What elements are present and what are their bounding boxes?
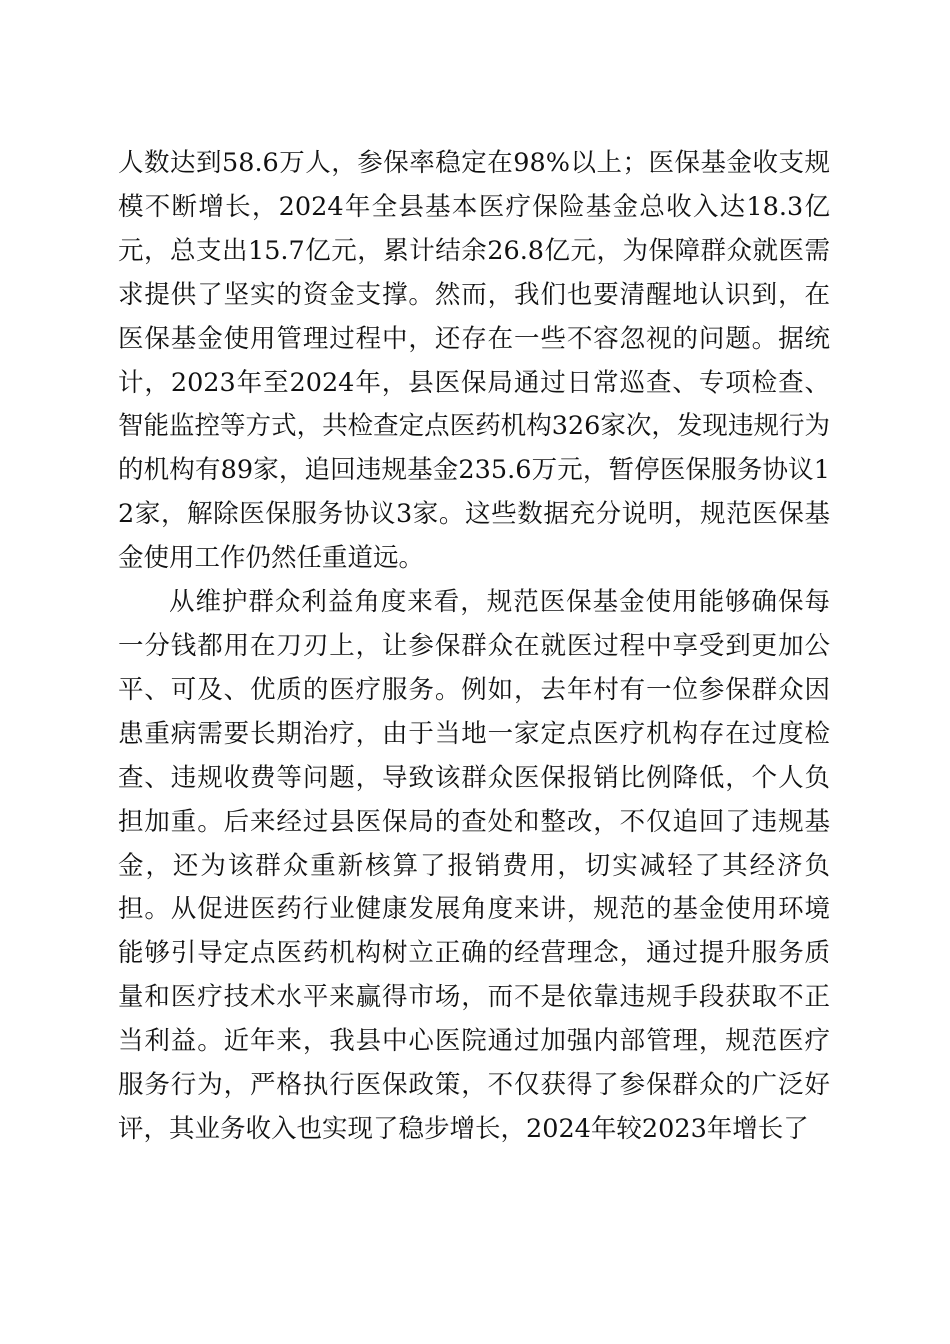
document-body xyxy=(118,142,830,1152)
paragraph-indented: 从维护群众利益角度来看，规范医保基金使用能够确保每一分钱都用在刀刃上，让参保群众在就医过程中享受到更加公平、可及、优质的医疗服务。例如，去年村有一位参保群众因患重病需要长期治疗，由于当地一家定点医疗机构存在过度检查、违规收费等问题，导致该群众医保报销比例降低，个人负担加重。后来经过县医保局的查处和整改，不仅追回了违规基金，还为该群众重新核算了报销费用，切实减轻了其经济负担。从促进医药行业健康发展角度来讲，规范的基金使用环境能够引导定点医药机构树立正确的经营理念，通过提升服务质量和医疗技术水平来赢得市场，而不是依靠违规手段获取不正当利益。近年来，我县中心医院通过加强内部管理，规范医疗服务行为，严格执行医保政策，不仅获得了参保群众的广泛好评，其业务收入也实现了稳步增长，2024年较2023年增长了 xyxy=(118,587,830,1144)
paragraph-continued: 人数达到58.6万人，参保率稳定在98%以上；医保基金收支规模不断增长，2024年全县基本医疗保险基金总收入达18.3亿元，总支出15.7亿元，累计结余26.8亿元，为保障群众就医需求提供了坚实的资金支撑。然而，我们也要清醒地认识到，在医保基金使用管理过程中，还存在一些不容忽视的问题。据统计，2023年至2024年，县医保局通过日常巡查、专项检查、智能监控等方式，共检查定点医药机构326家次，发现违规行为的机构有89家，追回违规基金235.6万元，暂停医保服务协议12家，解除医保服务协议3家。这些数据充分说明，规范医保基金使用工作仍然任重道远。 xyxy=(118,148,830,574)
